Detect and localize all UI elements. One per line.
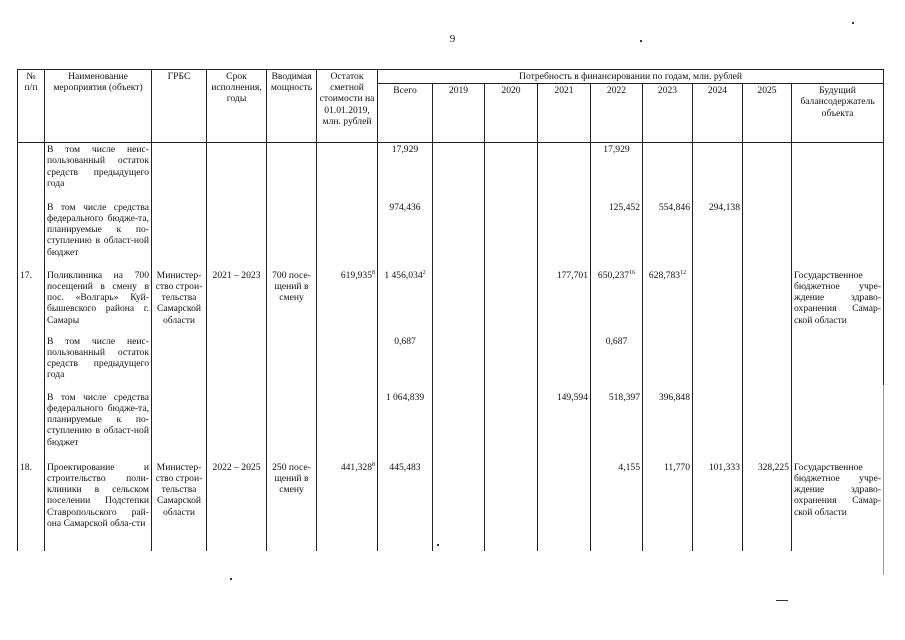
page-number: 9 <box>449 33 456 45</box>
scan-speck <box>230 578 232 580</box>
header-2021: 2021 <box>538 84 591 143</box>
cell-grbs: Министер-ство строи-тельства Самарской области <box>152 269 207 335</box>
cell-total: 17,929 <box>378 143 433 201</box>
header-remainder: Остаток сметной стоимости на 01.01.2019, млн. рублей <box>317 70 378 143</box>
cell-2023: 628,783$^{12}$ <box>643 269 693 335</box>
row-name: В том числе средства федерального бюдже-та, планируемые к по-ступлению в област-ной бюджет <box>45 201 152 269</box>
cell-capacity: 700 посе-щений в смену <box>267 269 317 335</box>
scan-speck <box>776 600 788 601</box>
row-num: 17. <box>18 269 45 335</box>
header-2023: 2023 <box>643 84 693 143</box>
cell-2021: 149,594 <box>538 391 591 461</box>
cell-total: 0,687 <box>378 335 433 391</box>
row-num: 18. <box>18 461 45 551</box>
cell-holder: Государственное бюджетное учре-ждение здраво-охранения Самар-ской области <box>792 269 884 335</box>
cell-grbs: Министер-ство строи-тельства Самарской области <box>152 461 207 551</box>
table-row <box>18 461 884 551</box>
cell-2022: 518,397 <box>591 391 643 461</box>
header-grbs: ГРБС <box>152 70 207 143</box>
cell-total: 1 456,034$^2$ <box>378 269 433 335</box>
row-name: Поликлиника на 700 посещений в смену в пос. «Волгарь» Куй-бышевского района г. Самары <box>45 269 152 335</box>
cell-2022: 4,155 <box>591 461 643 551</box>
row-name: В том числе средства федерального бюдже-та, планируемые к по-ступлению в област-ной бюджет <box>45 391 152 461</box>
table-row <box>18 335 884 391</box>
cell-2025: 328,225 <box>743 461 792 551</box>
scan-speck <box>640 40 642 42</box>
header-total: Всего <box>378 84 433 143</box>
cell-2021: 177,701 <box>538 269 591 335</box>
funding-table <box>17 69 884 551</box>
cell-2024: 101,333 <box>693 461 743 551</box>
row-name: В том числе неис-пользованный остаток средств предыдущего года <box>45 335 152 391</box>
header-capacity: Вводимая мощность <box>267 70 317 143</box>
table-header <box>18 70 884 143</box>
header-term: Срок исполнения, годы <box>207 70 267 143</box>
scan-speck <box>883 385 884 575</box>
cell-term: 2022 – 2025 <box>207 461 267 551</box>
table-row <box>18 143 884 201</box>
header-name: Наименование мероприятия (объект) <box>45 70 152 143</box>
cell-2022: 650,237$^{16}$ <box>591 269 643 335</box>
cell-capacity: 250 посе-щений в смену <box>267 461 317 551</box>
cell-2023: 554,846 <box>643 201 693 269</box>
header-holder: Будущий балансодержатель объекта <box>792 84 884 143</box>
header-2019: 2019 <box>433 84 485 143</box>
header-2024: 2024 <box>693 84 743 143</box>
cell-2022: 0,687 <box>591 335 643 391</box>
table-row <box>18 201 884 269</box>
header-2020: 2020 <box>485 84 538 143</box>
header-2025: 2025 <box>743 84 792 143</box>
cell-holder: Государственное бюджетное учре-ждение здраво-охранения Самар-ской области <box>792 461 884 551</box>
cell-term: 2021 – 2023 <box>207 269 267 335</box>
scan-speck <box>852 22 854 24</box>
table-row <box>18 391 884 461</box>
header-num: № п/п <box>18 70 45 143</box>
cell-total: 974,436 <box>378 201 433 269</box>
cell-2022: 17,929 <box>591 143 643 201</box>
cell-2022: 125,452 <box>591 201 643 269</box>
header-2022: 2022 <box>591 84 643 143</box>
row-name: В том числе неис-пользованный остаток средств предыдущего года <box>45 143 152 201</box>
header-funding-group: Потребность в финансировании по годам, млн. рублей <box>378 70 884 84</box>
row-name: Проектирование и строительство поли-клиники в сельском поселении Подстепки Ставропольского рай-она Самарской обла-сти <box>45 461 152 551</box>
table-row <box>18 269 884 335</box>
cell-remainder: 619,935$^8$ <box>317 269 378 335</box>
cell-2023: 396,848 <box>643 391 693 461</box>
cell-remainder: 441,328$^8$ <box>317 461 378 551</box>
cell-total: 1 064,839 <box>378 391 433 461</box>
cell-total: 445,483 <box>378 461 433 551</box>
cell-2024: 294,138 <box>693 201 743 269</box>
cell-2023: 11,770 <box>643 461 693 551</box>
scan-speck <box>437 544 439 546</box>
